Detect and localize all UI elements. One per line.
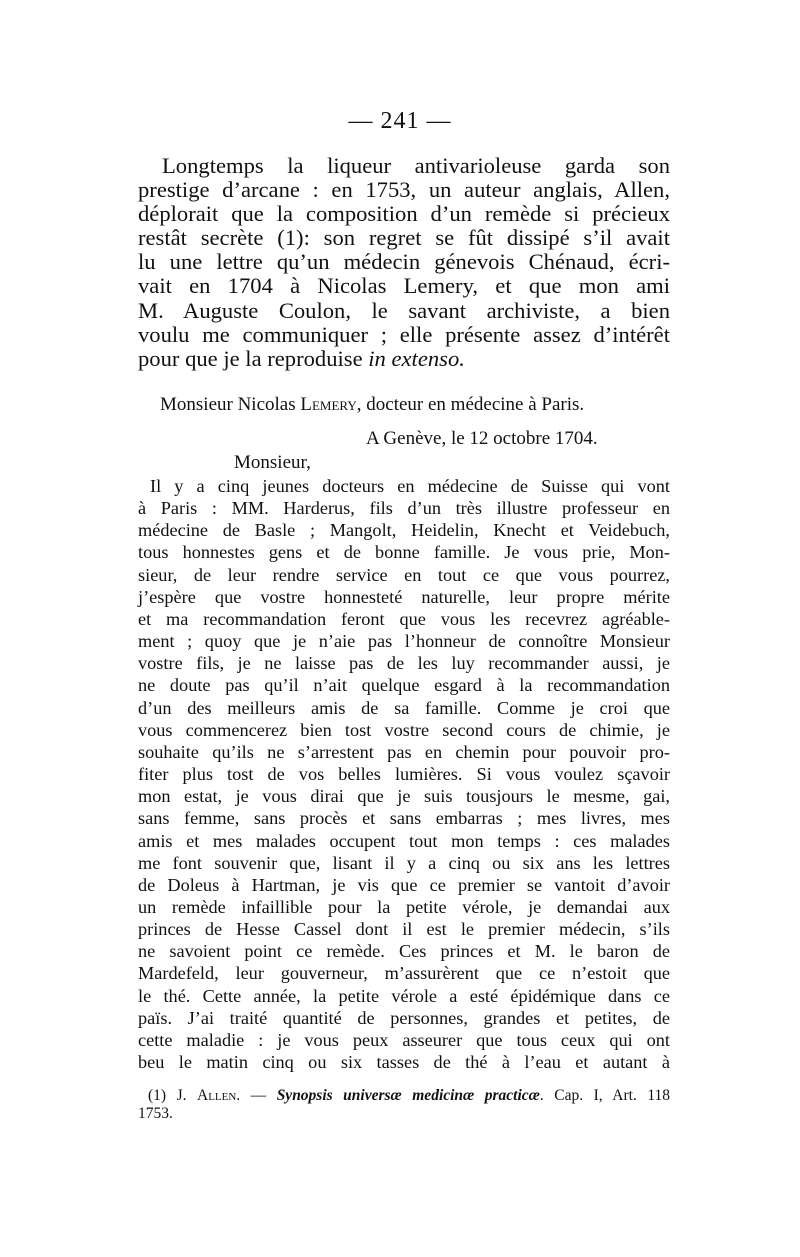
italic-phrase: in extenso. bbox=[368, 345, 465, 371]
text-line: beu le matin cinq ou six tasses de thé à l’eau et autant à bbox=[138, 1052, 670, 1073]
text-line: médecine de Basle ; Mangolt, Heidelin, Knecht et Veidebuch, bbox=[138, 520, 670, 541]
text-line: tous honnestes gens et de bonne famille. Je vous prie, Mon- bbox=[138, 542, 670, 563]
footnote-author: Allen bbox=[197, 1087, 237, 1104]
letter-dateline: A Genève, le 12 octobre 1704. bbox=[366, 428, 598, 449]
text-line: souhaite qu’ils ne s’arrestent pas en chemin pour pouvoir pro- bbox=[138, 741, 670, 762]
footnote-title: Synopsis universæ medicinæ practicæ bbox=[276, 1087, 540, 1104]
text-line: vous commencerez bien tost vostre second cours de chimie, je bbox=[138, 719, 670, 740]
text-line: me font souvenir que, lisant il y a cinq ou six ans les lettres bbox=[138, 852, 670, 873]
text-line: sans femme, sans procès et sans embarras ; mes livres, mes bbox=[138, 808, 670, 829]
text-line: lu une lettre qu’un médecin génevois Chénaud, écri- bbox=[138, 249, 670, 275]
text-line: à Paris : MM. Harderus, fils d’un très illustre professeur en bbox=[138, 498, 670, 519]
address-surname: Lemery bbox=[300, 394, 357, 415]
footnote bbox=[138, 1087, 670, 1123]
address-suffix: , docteur en médecine à Paris. bbox=[356, 394, 585, 415]
letter-address bbox=[160, 392, 670, 418]
text-line: M. Auguste Coulon, le savant archiviste, a bien bbox=[138, 297, 670, 323]
text-line: restât secrète (1): son regret se fût dissipé s’il avait bbox=[138, 225, 670, 251]
text-line: le thé. Cette année, la petite vérole a esté épidémique dans ce bbox=[138, 985, 670, 1006]
text-line: déplorait que la composition d’un remède si précieux bbox=[138, 201, 670, 227]
text-line: j’espère que vostre honnesteté naturelle, leur propre mérite bbox=[138, 586, 670, 607]
text-line: voulu me communiquer ; elle présente assez d’intérêt bbox=[138, 321, 670, 347]
footnote-marker: (1) J. bbox=[148, 1087, 197, 1104]
footnote-line bbox=[138, 1087, 670, 1105]
text-line: ment ; quoy que je n’aie pas l’honneur de connoître Monsieur bbox=[138, 631, 670, 652]
text-line: d’un des meilleurs amis de sa famille. Comme je croi que bbox=[138, 697, 670, 718]
footnote-reference: . Cap. I, Art. 118 bbox=[539, 1087, 670, 1104]
text-line: de Doleus à Hartman, je vis que ce premier se vantoit d’avoir bbox=[138, 874, 670, 895]
footnote-dash: . — bbox=[236, 1087, 277, 1104]
text-line: prestige d’arcane : en 1753, un auteur anglais, Allen, bbox=[138, 177, 670, 203]
text-line: païs. J’ai traité quantité de personnes, grandes et petites, de bbox=[138, 1007, 670, 1028]
text-line: Mardefeld, leur gouverneur, m’assurèrent que ce n’estoit que bbox=[138, 963, 670, 984]
text-line: et ma recommandation feront que vous les recevrez agréable- bbox=[138, 608, 670, 629]
text-line: amis et mes malades occupent tout mon temps : ces malades bbox=[138, 830, 670, 851]
letter-salutation: Monsieur, bbox=[234, 452, 311, 473]
text-line bbox=[138, 347, 670, 371]
footnote-year: 1753. bbox=[138, 1105, 173, 1122]
text-line: ne doute pas qu’il n’ait quelque esgard à la recommandation bbox=[138, 675, 670, 696]
text-line: Il y a cinq jeunes docteurs en médecine de Suisse qui vont bbox=[150, 476, 670, 496]
text-fragment: pour que je la reproduise bbox=[138, 345, 369, 371]
text-line: sieur, de leur rendre service en tout ce que vous pourrez, bbox=[138, 564, 670, 585]
text-line: un remède infaillible pour la petite vérole, je demandai aux bbox=[138, 896, 670, 917]
text-line: vostre fils, je ne laisse pas de les luy recommander aussi, je bbox=[138, 653, 670, 674]
text-line: princes de Hesse Cassel dont il est le premier médecin, s’ils bbox=[138, 919, 670, 940]
intro-paragraph bbox=[138, 154, 670, 371]
text-line: ne savoient point ce remède. Ces princes et M. le baron de bbox=[138, 941, 670, 962]
text-line: fiter plus tost de vos belles lumières. Si vous voulez sçavoir bbox=[138, 764, 670, 785]
text-line: vait en 1704 à Nicolas Lemery, et que mon ami bbox=[138, 273, 670, 299]
text-line: cette maladie : je vous peux asseurer que tous ceux qui ont bbox=[138, 1029, 670, 1050]
page-number: — 241 — bbox=[348, 108, 452, 134]
address-prefix: Monsieur Nicolas bbox=[160, 394, 301, 415]
text-line: Longtemps la liqueur antivarioleuse garda son bbox=[162, 153, 670, 178]
letter-body bbox=[138, 475, 670, 1073]
text-line: mon estat, je vous dirai que je suis tousjours le mesme, gai, bbox=[138, 786, 670, 807]
